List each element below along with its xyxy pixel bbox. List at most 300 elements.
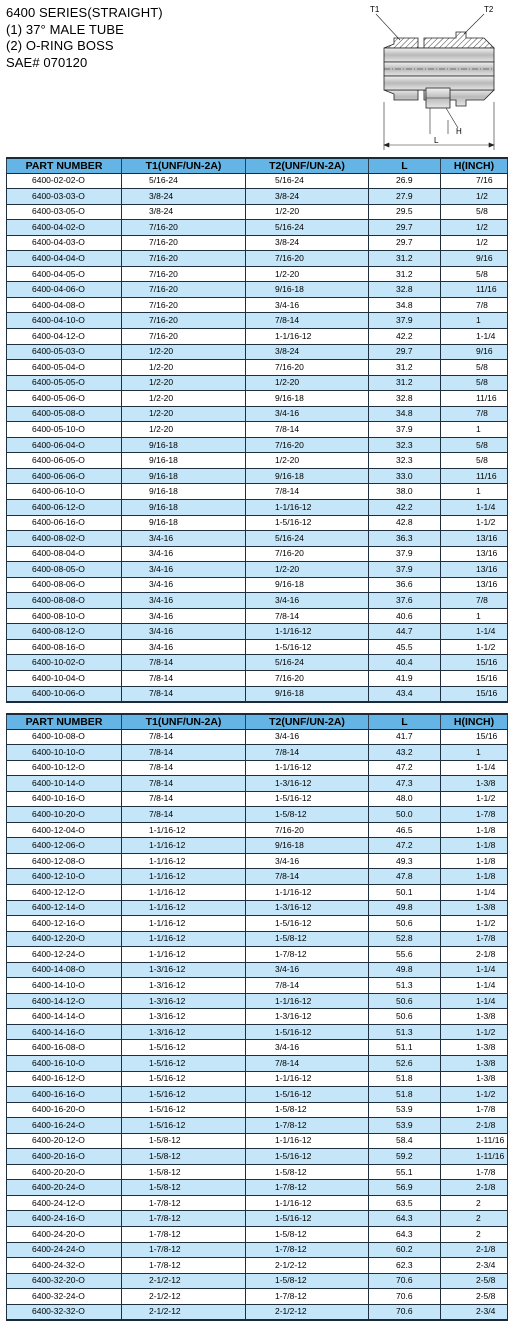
t1-cell: 7/16-20 (122, 297, 246, 313)
table-row (7, 1211, 508, 1227)
t1-cell: 9/16-18 (122, 484, 246, 500)
t2-cell: 1-5/16-12 (246, 1024, 369, 1040)
t2-cell: 1-5/16-12 (246, 639, 369, 655)
table-row (7, 204, 508, 220)
t2-cell: 1-1/16-12 (246, 1195, 369, 1211)
t2-cell: 7/16-20 (246, 546, 369, 562)
part-number-cell: 6400-10-06-O (7, 686, 122, 702)
length-cell: 32.8 (369, 391, 441, 407)
table-row (7, 1180, 508, 1196)
t1-cell: 5/16-24 (122, 173, 246, 189)
t2-cell: 1-1/16-12 (246, 884, 369, 900)
length-cell: 31.2 (369, 360, 441, 376)
part-number-cell: 6400-10-20-O (7, 807, 122, 823)
table-row (7, 745, 508, 761)
length-cell: 42.8 (369, 515, 441, 531)
t1-cell: 7/8-14 (122, 729, 246, 745)
hex-cell: 1/2 (441, 189, 508, 205)
t2-cell: 1-5/8-12 (246, 1102, 369, 1118)
table-row (7, 468, 508, 484)
t1-cell: 1-5/16-12 (122, 1040, 246, 1056)
hex-cell: 13/16 (441, 531, 508, 547)
length-cell: 37.6 (369, 593, 441, 609)
part-number-cell: 6400-12-12-O (7, 884, 122, 900)
t1-cell: 9/16-18 (122, 453, 246, 469)
part-number-cell: 6400-03-03-O (7, 189, 122, 205)
part-number-cell: 6400-04-02-O (7, 220, 122, 236)
fitting-table-2 (6, 713, 508, 1321)
t2-cell: 7/8-14 (246, 869, 369, 885)
hex-cell: 1-1/4 (441, 624, 508, 640)
t1-cell: 1/2-20 (122, 360, 246, 376)
t1-cell: 1-3/16-12 (122, 978, 246, 994)
table-row (7, 1164, 508, 1180)
length-cell: 48.0 (369, 791, 441, 807)
t1-cell: 1-3/16-12 (122, 1009, 246, 1025)
table-row (7, 1242, 508, 1258)
table-row (7, 1102, 508, 1118)
hex-cell: 5/8 (441, 437, 508, 453)
t2-cell: 3/8-24 (246, 189, 369, 205)
hex-cell: 9/16 (441, 344, 508, 360)
t2-cell: 7/16-20 (246, 437, 369, 453)
table-row (7, 546, 508, 562)
t2-cell: 1-5/8-12 (246, 931, 369, 947)
t2-cell: 1-5/8-12 (246, 1164, 369, 1180)
hex-cell: 7/16 (441, 173, 508, 189)
part-number-cell: 6400-16-10-O (7, 1055, 122, 1071)
hex-cell: 2 (441, 1195, 508, 1211)
table-row (7, 406, 508, 422)
length-cell: 51.8 (369, 1087, 441, 1103)
t2-cell: 9/16-18 (246, 282, 369, 298)
table-row (7, 453, 508, 469)
length-cell: 51.3 (369, 1024, 441, 1040)
length-cell: 70.6 (369, 1304, 441, 1320)
t2-cell: 5/16-24 (246, 655, 369, 671)
hex-cell: 15/16 (441, 671, 508, 687)
t2-cell: 5/16-24 (246, 173, 369, 189)
part-number-cell: 6400-16-12-O (7, 1071, 122, 1087)
t2-cell: 9/16-18 (246, 577, 369, 593)
t2-cell: 9/16-18 (246, 391, 369, 407)
table-row (7, 639, 508, 655)
hex-cell: 15/16 (441, 729, 508, 745)
fitting-body (384, 32, 494, 108)
t1-cell: 1-1/16-12 (122, 900, 246, 916)
t1-cell: 2-1/2-12 (122, 1289, 246, 1305)
t2-cell: 1-3/16-12 (246, 1009, 369, 1025)
label-l: L (434, 136, 439, 145)
part-number-cell: 6400-08-12-O (7, 624, 122, 640)
t1-cell: 3/4-16 (122, 593, 246, 609)
length-cell: 41.7 (369, 729, 441, 745)
part-number-cell: 6400-04-03-O (7, 235, 122, 251)
hex-cell: 2-3/4 (441, 1258, 508, 1274)
length-cell: 51.3 (369, 978, 441, 994)
hex-cell: 2-1/8 (441, 947, 508, 963)
length-cell: 31.2 (369, 375, 441, 391)
part-number-cell: 6400-05-03-O (7, 344, 122, 360)
part-number-cell: 6400-10-04-O (7, 671, 122, 687)
table-row (7, 484, 508, 500)
length-cell: 38.0 (369, 484, 441, 500)
t2-cell: 3/8-24 (246, 344, 369, 360)
table-row (7, 577, 508, 593)
t2-cell: 1-5/16-12 (246, 515, 369, 531)
table-row (7, 760, 508, 776)
length-cell: 70.6 (369, 1289, 441, 1305)
part-number-cell: 6400-10-12-O (7, 760, 122, 776)
table-row (7, 1040, 508, 1056)
hex-cell: 5/8 (441, 266, 508, 282)
t2-cell: 1-5/16-12 (246, 791, 369, 807)
t2-cell: 1-7/8-12 (246, 1289, 369, 1305)
t1-cell: 3/4-16 (122, 562, 246, 578)
hex-cell: 13/16 (441, 562, 508, 578)
part-number-cell: 6400-10-10-O (7, 745, 122, 761)
t1-cell: 1-5/16-12 (122, 1102, 246, 1118)
t2-cell: 7/8-14 (246, 422, 369, 438)
hex-cell: 1-1/2 (441, 791, 508, 807)
length-cell: 45.5 (369, 639, 441, 655)
hex-cell: 5/8 (441, 360, 508, 376)
t2-cell: 1-5/16-12 (246, 1149, 369, 1165)
part-number-cell: 6400-08-04-O (7, 546, 122, 562)
t1-cell: 9/16-18 (122, 468, 246, 484)
hex-cell: 5/8 (441, 375, 508, 391)
length-cell: 50.6 (369, 916, 441, 932)
series-end2: (2) O-RING BOSS (6, 38, 114, 53)
t1-cell: 7/16-20 (122, 235, 246, 251)
hex-cell: 1-1/8 (441, 822, 508, 838)
hex-cell: 1-1/8 (441, 838, 508, 854)
table-row (7, 822, 508, 838)
part-number-cell: 6400-05-06-O (7, 391, 122, 407)
hex-cell: 2 (441, 1227, 508, 1243)
hex-cell: 1-1/4 (441, 499, 508, 515)
table-row (7, 1227, 508, 1243)
hex-cell: 1-1/8 (441, 869, 508, 885)
hex-cell: 1-1/4 (441, 993, 508, 1009)
t2-cell: 7/8-14 (246, 484, 369, 500)
t1-cell: 3/4-16 (122, 531, 246, 547)
part-number-cell: 6400-04-10-O (7, 313, 122, 329)
length-cell: 34.8 (369, 406, 441, 422)
table-row (7, 900, 508, 916)
part-number-cell: 6400-06-10-O (7, 484, 122, 500)
t2-cell: 3/4-16 (246, 962, 369, 978)
part-number-cell: 6400-24-32-O (7, 1258, 122, 1274)
hex-cell: 1-3/8 (441, 1055, 508, 1071)
table-row (7, 391, 508, 407)
t2-cell: 1-1/16-12 (246, 499, 369, 515)
table-row (7, 1133, 508, 1149)
length-cell: 32.3 (369, 453, 441, 469)
table-row (7, 807, 508, 823)
t1-cell: 1-5/8-12 (122, 1164, 246, 1180)
length-cell: 64.3 (369, 1211, 441, 1227)
t1-cell: 7/8-14 (122, 686, 246, 702)
table-row (7, 947, 508, 963)
length-cell: 47.2 (369, 838, 441, 854)
hex-cell: 1-7/8 (441, 1102, 508, 1118)
table-row (7, 853, 508, 869)
hex-cell: 1 (441, 608, 508, 624)
length-cell: 49.3 (369, 853, 441, 869)
t1-cell: 1-5/16-12 (122, 1055, 246, 1071)
t1-cell: 1-7/8-12 (122, 1242, 246, 1258)
t2-cell: 1-5/16-12 (246, 916, 369, 932)
table-row (7, 1195, 508, 1211)
table-row (7, 1071, 508, 1087)
length-cell: 34.8 (369, 297, 441, 313)
table-row (7, 1149, 508, 1165)
part-number-cell: 6400-14-14-O (7, 1009, 122, 1025)
part-number-cell: 6400-04-08-O (7, 297, 122, 313)
length-cell: 42.2 (369, 328, 441, 344)
t1-cell: 9/16-18 (122, 515, 246, 531)
t1-cell: 1-3/16-12 (122, 1024, 246, 1040)
table-row (7, 1024, 508, 1040)
t2-cell: 1-1/16-12 (246, 993, 369, 1009)
col-h: H(INCH) (441, 714, 508, 729)
t1-cell: 1-1/16-12 (122, 853, 246, 869)
part-number-cell: 6400-12-24-O (7, 947, 122, 963)
hex-cell: 1 (441, 745, 508, 761)
t1-cell: 7/16-20 (122, 220, 246, 236)
t2-cell: 3/4-16 (246, 853, 369, 869)
t2-cell: 7/8-14 (246, 608, 369, 624)
table-row (7, 235, 508, 251)
t2-cell: 5/16-24 (246, 220, 369, 236)
t1-cell: 3/4-16 (122, 608, 246, 624)
table-row (7, 869, 508, 885)
hex-cell: 1-1/2 (441, 1024, 508, 1040)
part-number-cell: 6400-05-04-O (7, 360, 122, 376)
t2-cell: 5/16-24 (246, 531, 369, 547)
length-cell: 47.8 (369, 869, 441, 885)
hex-cell: 1 (441, 422, 508, 438)
t1-cell: 3/8-24 (122, 204, 246, 220)
t2-cell: 3/4-16 (246, 1040, 369, 1056)
table-row (7, 173, 508, 189)
part-number-cell: 6400-06-05-O (7, 453, 122, 469)
t1-cell: 1-1/16-12 (122, 947, 246, 963)
t2-cell: 3/4-16 (246, 406, 369, 422)
table-row (7, 344, 508, 360)
hex-cell: 9/16 (441, 251, 508, 267)
t2-cell: 3/4-16 (246, 297, 369, 313)
hex-cell: 1-1/4 (441, 760, 508, 776)
hex-cell: 1-3/8 (441, 1009, 508, 1025)
t2-cell: 2-1/2-12 (246, 1304, 369, 1320)
hex-cell: 2-1/8 (441, 1242, 508, 1258)
t1-cell: 9/16-18 (122, 437, 246, 453)
t1-cell: 1-5/8-12 (122, 1180, 246, 1196)
t2-cell: 1-7/8-12 (246, 947, 369, 963)
part-number-cell: 6400-10-16-O (7, 791, 122, 807)
series-title: 6400 SERIES(STRAIGHT) (6, 5, 163, 20)
t2-cell: 1/2-20 (246, 204, 369, 220)
part-number-cell: 6400-16-08-O (7, 1040, 122, 1056)
hex-cell: 11/16 (441, 468, 508, 484)
t1-cell: 1-3/16-12 (122, 962, 246, 978)
part-number-cell: 6400-24-12-O (7, 1195, 122, 1211)
table-row (7, 624, 508, 640)
hex-cell: 1-3/8 (441, 1040, 508, 1056)
length-cell: 50.0 (369, 807, 441, 823)
table-row (7, 671, 508, 687)
hex-cell: 2-1/8 (441, 1118, 508, 1134)
hex-cell: 1-1/2 (441, 639, 508, 655)
t1-cell: 1-7/8-12 (122, 1227, 246, 1243)
col-l: L (369, 714, 441, 729)
length-cell: 29.7 (369, 344, 441, 360)
t2-cell: 1-7/8-12 (246, 1180, 369, 1196)
table-header-row (7, 714, 508, 729)
table-row (7, 437, 508, 453)
hex-cell: 1-11/16 (441, 1133, 508, 1149)
table-row (7, 375, 508, 391)
part-number-cell: 6400-12-10-O (7, 869, 122, 885)
t1-cell: 1-1/16-12 (122, 838, 246, 854)
length-cell: 37.9 (369, 562, 441, 578)
part-number-cell: 6400-16-20-O (7, 1102, 122, 1118)
t2-cell: 3/4-16 (246, 593, 369, 609)
part-number-cell: 6400-20-12-O (7, 1133, 122, 1149)
hex-cell: 15/16 (441, 686, 508, 702)
t1-cell: 1-7/8-12 (122, 1211, 246, 1227)
part-number-cell: 6400-24-24-O (7, 1242, 122, 1258)
hex-cell: 1-7/8 (441, 1164, 508, 1180)
table-row (7, 686, 508, 702)
hex-cell: 1-1/4 (441, 962, 508, 978)
hex-cell: 1-1/4 (441, 978, 508, 994)
t1-cell: 1/2-20 (122, 406, 246, 422)
hex-cell: 2-5/8 (441, 1289, 508, 1305)
t2-cell: 7/16-20 (246, 251, 369, 267)
hex-cell: 7/8 (441, 406, 508, 422)
hex-cell: 1-7/8 (441, 807, 508, 823)
part-number-cell: 6400-14-08-O (7, 962, 122, 978)
t1-cell: 3/4-16 (122, 546, 246, 562)
t2-cell: 1-1/16-12 (246, 1071, 369, 1087)
length-cell: 55.1 (369, 1164, 441, 1180)
length-cell: 43.2 (369, 745, 441, 761)
part-number-cell: 6400-10-02-O (7, 655, 122, 671)
t2-cell: 9/16-18 (246, 468, 369, 484)
t2-cell: 2-1/2-12 (246, 1258, 369, 1274)
hex-cell: 1-1/2 (441, 515, 508, 531)
t1-cell: 1-1/16-12 (122, 931, 246, 947)
table-row (7, 562, 508, 578)
t2-cell: 7/8-14 (246, 313, 369, 329)
t1-cell: 7/8-14 (122, 745, 246, 761)
t2-cell: 1-3/16-12 (246, 776, 369, 792)
part-number-cell: 6400-14-16-O (7, 1024, 122, 1040)
t1-cell: 3/4-16 (122, 624, 246, 640)
table-row (7, 220, 508, 236)
table-row (7, 282, 508, 298)
part-number-cell: 6400-08-10-O (7, 608, 122, 624)
part-number-cell: 6400-32-24-O (7, 1289, 122, 1305)
table-row (7, 593, 508, 609)
length-cell: 36.6 (369, 577, 441, 593)
fitting-drawing (366, 2, 510, 150)
t1-cell: 1/2-20 (122, 375, 246, 391)
col-t1: T1(UNF/UN-2A) (122, 158, 246, 173)
length-cell: 47.3 (369, 776, 441, 792)
length-cell: 52.8 (369, 931, 441, 947)
part-number-cell: 6400-20-16-O (7, 1149, 122, 1165)
table-row (7, 993, 508, 1009)
t2-cell: 1-1/16-12 (246, 624, 369, 640)
table-row (7, 1273, 508, 1289)
t1-cell: 1-5/16-12 (122, 1071, 246, 1087)
table-row (7, 776, 508, 792)
length-cell: 53.9 (369, 1118, 441, 1134)
table-row (7, 313, 508, 329)
t1-cell: 1-7/8-12 (122, 1258, 246, 1274)
t1-cell: 3/4-16 (122, 577, 246, 593)
sae-number: SAE# 070120 (6, 54, 88, 70)
table-row (7, 499, 508, 515)
hex-cell: 2-3/4 (441, 1304, 508, 1320)
part-number-cell: 6400-12-14-O (7, 900, 122, 916)
t1-cell: 9/16-18 (122, 499, 246, 515)
length-cell: 33.0 (369, 468, 441, 484)
length-cell: 51.8 (369, 1071, 441, 1087)
hex-cell: 1/2 (441, 220, 508, 236)
t2-cell: 7/16-20 (246, 822, 369, 838)
length-cell: 50.6 (369, 1009, 441, 1025)
part-number-cell: 6400-04-05-O (7, 266, 122, 282)
table-row (7, 531, 508, 547)
hex-cell: 5/8 (441, 204, 508, 220)
length-cell: 53.9 (369, 1102, 441, 1118)
table-row (7, 978, 508, 994)
col-t1: T1(UNF/UN-2A) (122, 714, 246, 729)
table-header-row (7, 158, 508, 173)
table-row (7, 1087, 508, 1103)
length-cell: 43.4 (369, 686, 441, 702)
part-number-cell: 6400-02-02-O (7, 173, 122, 189)
t1-cell: 7/16-20 (122, 313, 246, 329)
table-row (7, 1009, 508, 1025)
t1-cell: 7/8-14 (122, 671, 246, 687)
length-cell: 27.9 (369, 189, 441, 205)
part-number-cell: 6400-14-10-O (7, 978, 122, 994)
part-number-cell: 6400-06-04-O (7, 437, 122, 453)
part-number-cell: 6400-32-20-O (7, 1273, 122, 1289)
length-cell: 47.2 (369, 760, 441, 776)
t2-cell: 3/4-16 (246, 729, 369, 745)
t1-cell: 1/2-20 (122, 422, 246, 438)
length-cell: 59.2 (369, 1149, 441, 1165)
hex-cell: 1-3/8 (441, 900, 508, 916)
t2-cell: 7/16-20 (246, 360, 369, 376)
part-number-cell: 6400-16-24-O (7, 1118, 122, 1134)
label-t1: T1 (370, 5, 380, 14)
t1-cell: 1-5/8-12 (122, 1133, 246, 1149)
part-number-cell: 6400-04-12-O (7, 328, 122, 344)
t1-cell: 1-1/16-12 (122, 822, 246, 838)
length-cell: 31.2 (369, 266, 441, 282)
length-cell: 41.9 (369, 671, 441, 687)
t2-cell: 9/16-18 (246, 838, 369, 854)
table-row (7, 884, 508, 900)
